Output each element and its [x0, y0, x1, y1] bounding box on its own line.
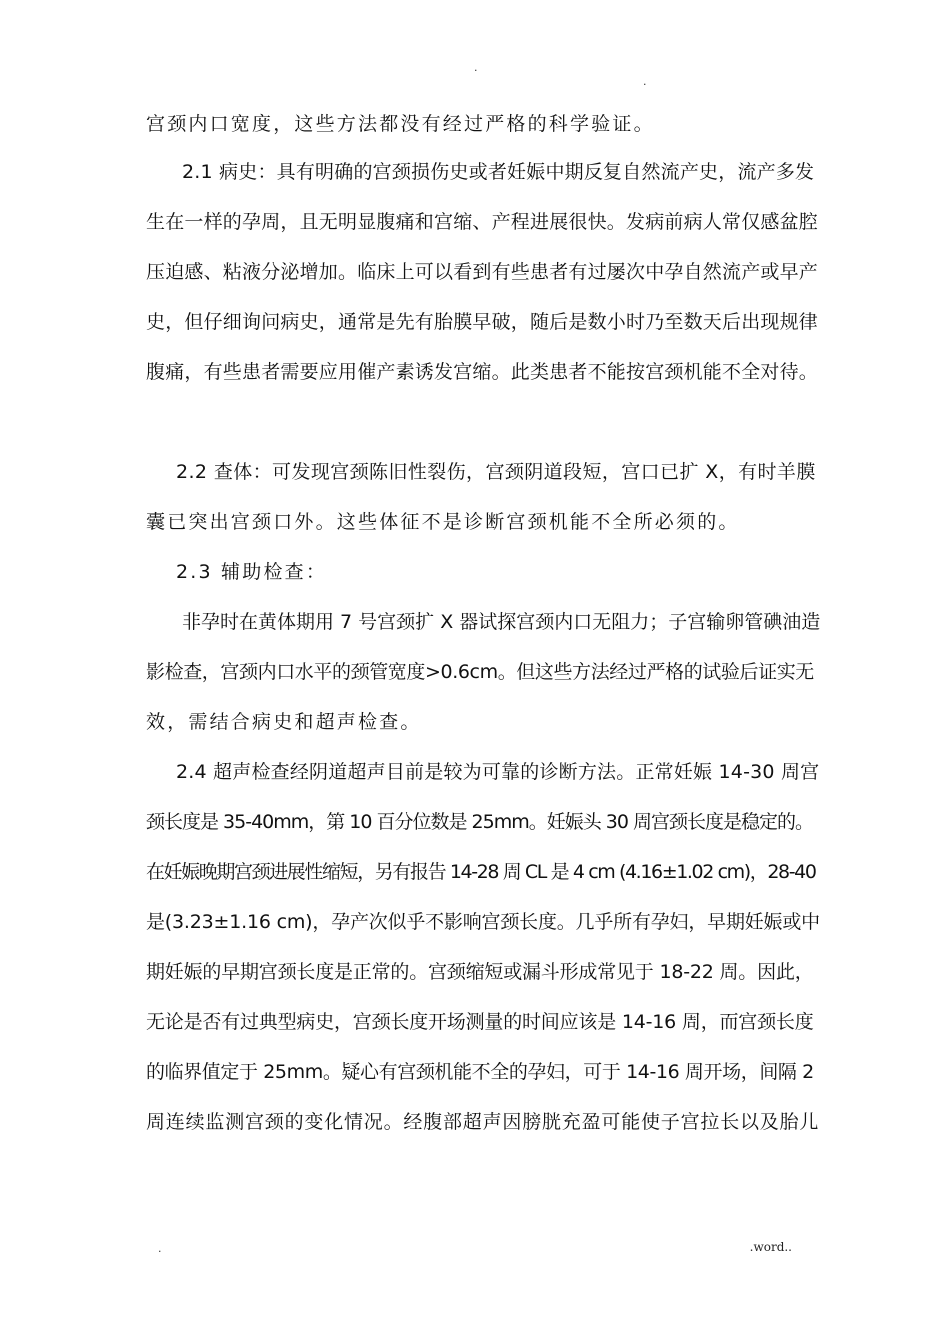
text-line: 效，需结合病史和超声检查。 [146, 711, 422, 733]
text-line: 在妊娠晚期宫颈进展性缩短，另有报告 14-28 周 CL 是 4 cm (4.16±1.02 cm)，28-40 [146, 861, 816, 883]
text-line: 宫颈内口宽度，这些方法都没有经过严格的科学验证。 [146, 113, 655, 135]
text-line: 囊已突出宫颈口外。这些体征不是诊断宫颈机能不全所必须的。 [146, 511, 740, 533]
text-line: 史，但仔细询问病史，通常是先有胎膜早破，随后是数小时乃至数天后出现规律 [146, 311, 819, 333]
footer-dot-left: . [158, 1242, 162, 1255]
text-line: 2.2 查体：可发现宫颈陈旧性裂伤，宫颈阴道段短，宫口已扩 X，有时羊膜 [176, 461, 816, 483]
text-line: 颈长度是 35-40mm，第 10 百分位数是 25mm。妊娠头 30 周宫颈长度是稳定的。 [146, 811, 814, 833]
text-line: 是(3.23±1.16 cm)，孕产次似乎不影响宫颈长度。几乎所有孕妇，早期妊娠或中 [146, 911, 820, 933]
header-dot-left: . [474, 61, 478, 74]
text-line: 2.3 辅助检查： [176, 561, 328, 583]
text-line: 生在一样的孕周，且无明显腹痛和宫缩、产程进展很快。发病前病人常仅感盆腔 [146, 211, 819, 233]
header-dot-right: . [643, 75, 647, 88]
text-line: 2.1 病史：具有明确的宫颈损伤史或者妊娠中期反复自然流产史，流产多发 [182, 161, 815, 183]
footer-word-label: .word.. [749, 1240, 792, 1254]
text-line: 2.4 超声检查经阴道超声目前是较为可靠的诊断方法。正常妊娠 14-30 周宫 [176, 761, 820, 783]
text-line: 期妊娠的早期宫颈长度是正常的。宫颈缩短或漏斗形成常见于 18-22 周。因此， [146, 961, 814, 983]
text-line: 无论是否有过典型病史，宫颈长度开场测量的时间应该是 14-16 周，而宫颈长度 [146, 1011, 814, 1033]
text-line: 周连续监测宫颈的变化情况。经腹部超声因膀胱充盈可能使子宫拉长以及胎儿 [146, 1111, 820, 1133]
text-line: 压迫感、粘液分泌增加。临床上可以看到有些患者有过屡次中孕自然流产或早产 [146, 261, 819, 283]
text-line: 腹痛，有些患者需要应用催产素诱发宫缩。此类患者不能按宫颈机能不全对待。 [146, 361, 819, 383]
text-line: 非孕时在黄体期用 7 号宫颈扩 X 器试探宫颈内口无阻力；子宫输卵管碘油造 [182, 611, 821, 633]
text-line: 影检查，宫颈内口水平的颈管宽度>0.6cm。但这些方法经过严格的试验后证实无 [146, 661, 814, 683]
text-line: 的临界值定于 25mm。疑心有宫颈机能不全的孕妇，可于 14-16 周开场，间隔 2 [146, 1061, 814, 1083]
